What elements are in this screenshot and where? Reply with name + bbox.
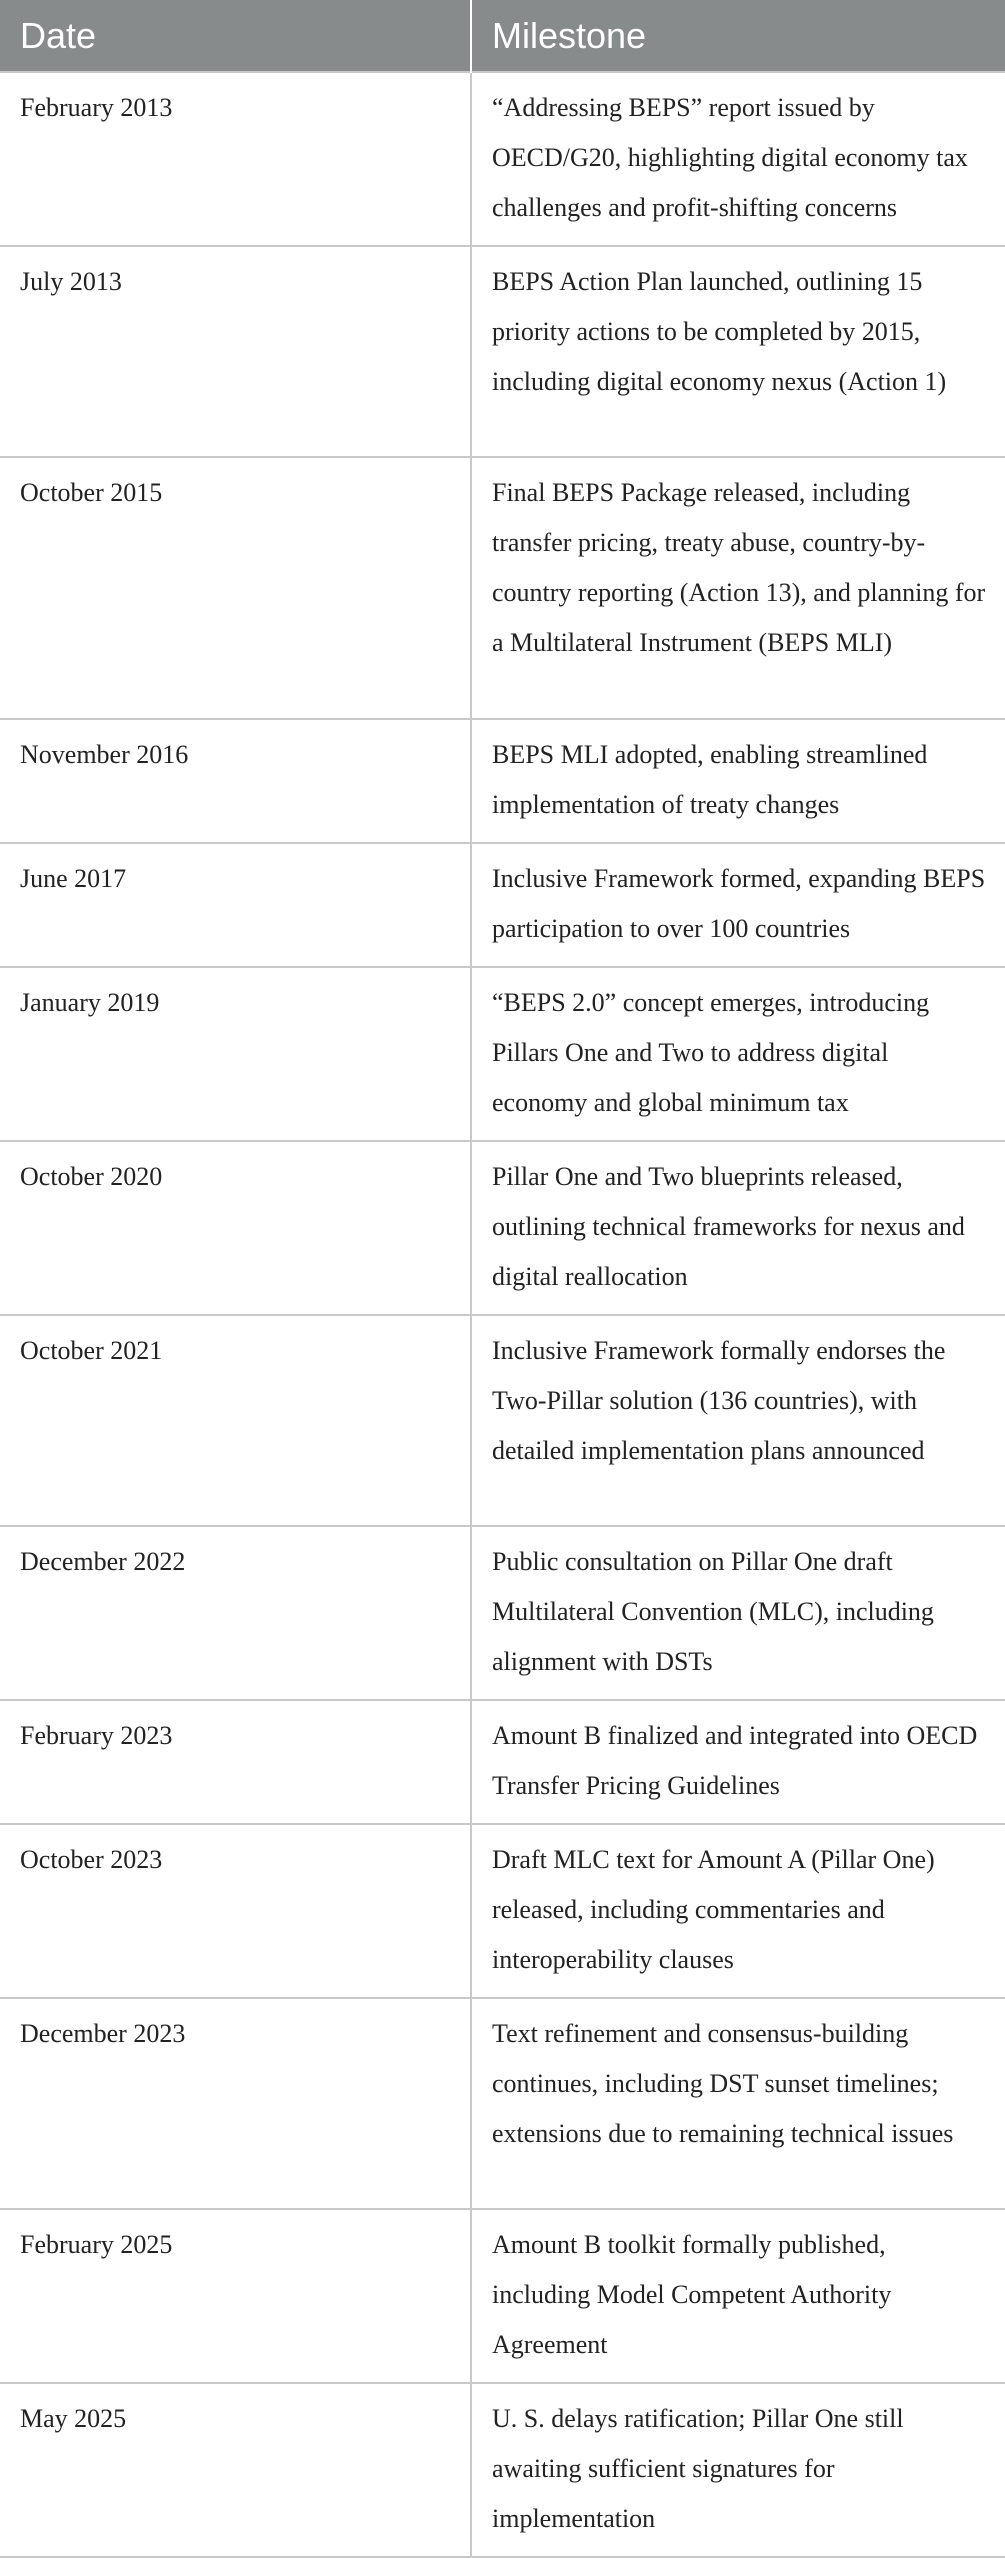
date-cell: May 2025 bbox=[0, 2383, 471, 2557]
table-row bbox=[0, 1998, 1005, 2209]
milestone-cell: Inclusive Framework formed, expanding BEPS participation to over 100 countries bbox=[471, 843, 1005, 967]
date-cell: July 2013 bbox=[0, 246, 471, 457]
milestone-cell: “Addressing BEPS” report issued by OECD/G20, highlighting digital economy tax challenges and profit-shifting concerns bbox=[471, 72, 1005, 246]
table-row bbox=[0, 1824, 1005, 1998]
table-row bbox=[0, 2209, 1005, 2383]
date-cell: January 2019 bbox=[0, 967, 471, 1141]
table-row bbox=[0, 1526, 1005, 1700]
table-row bbox=[0, 719, 1005, 843]
table-row bbox=[0, 2383, 1005, 2557]
table-row bbox=[0, 1141, 1005, 1315]
date-cell: November 2016 bbox=[0, 719, 471, 843]
milestone-cell: BEPS Action Plan launched, outlining 15 priority actions to be completed by 2015, including digital economy nexus (Action 1) bbox=[471, 246, 1005, 457]
date-cell: December 2022 bbox=[0, 1526, 471, 1700]
table-body bbox=[0, 72, 1005, 2557]
date-cell: June 2017 bbox=[0, 843, 471, 967]
table-row bbox=[0, 967, 1005, 1141]
milestone-cell: Amount B finalized and integrated into OECD Transfer Pricing Guidelines bbox=[471, 1700, 1005, 1824]
milestone-cell: Draft MLC text for Amount A (Pillar One) released, including commentaries and interoperability clauses bbox=[471, 1824, 1005, 1998]
milestone-cell: U. S. delays ratification; Pillar One still awaiting sufficient signatures for implementation bbox=[471, 2383, 1005, 2557]
table-row bbox=[0, 1315, 1005, 1526]
date-cell: December 2023 bbox=[0, 1998, 471, 2209]
milestone-cell: Text refinement and consensus-building continues, including DST sunset timelines; extensions due to remaining technical issues bbox=[471, 1998, 1005, 2209]
column-header-milestone: Milestone bbox=[471, 0, 1005, 72]
date-cell: February 2023 bbox=[0, 1700, 471, 1824]
milestone-cell: Inclusive Framework formally endorses the Two-Pillar solution (136 countries), with detailed implementation plans announced bbox=[471, 1315, 1005, 1526]
table-row bbox=[0, 72, 1005, 246]
date-cell: October 2023 bbox=[0, 1824, 471, 1998]
milestone-cell: Amount B toolkit formally published, including Model Competent Authority Agreement bbox=[471, 2209, 1005, 2383]
milestone-cell: “BEPS 2.0” concept emerges, introducing Pillars One and Two to address digital economy and global minimum tax bbox=[471, 967, 1005, 1141]
milestone-cell: Pillar One and Two blueprints released, outlining technical frameworks for nexus and digital reallocation bbox=[471, 1141, 1005, 1315]
table-row bbox=[0, 246, 1005, 457]
milestone-cell: Public consultation on Pillar One draft Multilateral Convention (MLC), including alignment with DSTs bbox=[471, 1526, 1005, 1700]
date-cell: October 2021 bbox=[0, 1315, 471, 1526]
date-cell: February 2025 bbox=[0, 2209, 471, 2383]
column-header-date: Date bbox=[0, 0, 471, 72]
milestone-cell: BEPS MLI adopted, enabling streamlined implementation of treaty changes bbox=[471, 719, 1005, 843]
table-row bbox=[0, 843, 1005, 967]
date-cell: February 2013 bbox=[0, 72, 471, 246]
table-row bbox=[0, 457, 1005, 719]
table-header bbox=[0, 0, 1005, 72]
table-row bbox=[0, 1700, 1005, 1824]
date-cell: October 2015 bbox=[0, 457, 471, 719]
milestone-cell: Final BEPS Package released, including transfer pricing, treaty abuse, country-by-country reporting (Action 13), and planning for a Multilateral Instrument (BEPS MLI) bbox=[471, 457, 1005, 719]
date-cell: October 2020 bbox=[0, 1141, 471, 1315]
header-row bbox=[0, 0, 1005, 72]
